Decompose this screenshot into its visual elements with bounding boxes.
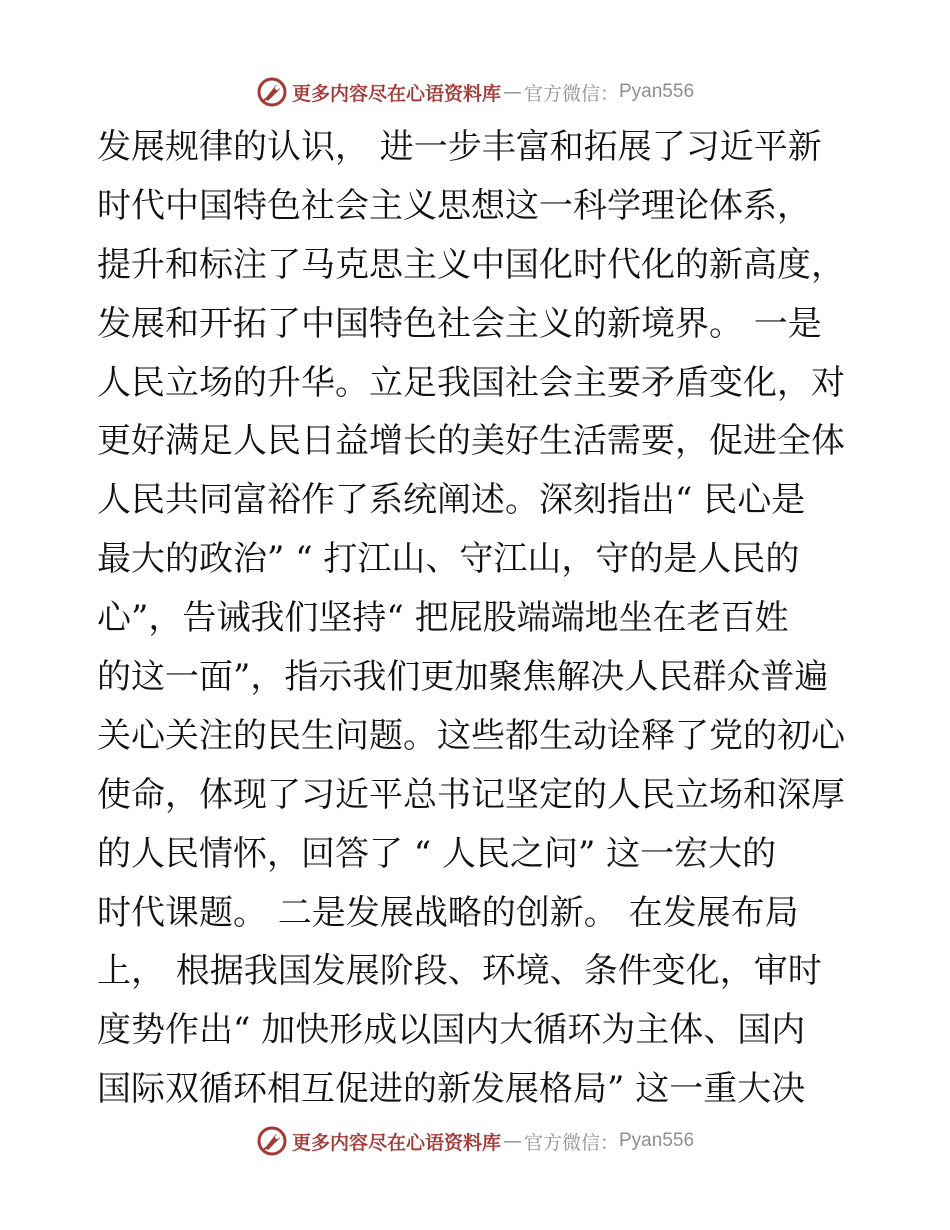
body-line: 的人民情怀，回答了 “ 人民之问” 这一宏大的	[97, 833, 777, 874]
header-banner-separator: —	[502, 81, 522, 103]
body-line: 关心关注的民生问题。这些都生动诠释了党的初心	[97, 715, 845, 756]
body-line: 度势作出“ 加快形成以国内大循环为主体、国内	[97, 1010, 806, 1051]
body-line: 的这一面”，指示我们更加聚焦解决人民群众普遍	[97, 657, 829, 698]
pen-nib-logo-icon	[256, 1125, 288, 1157]
body-line: 提升和标注了马克思主义中国化时代化的新高度，	[97, 244, 845, 285]
body-line: 使命，体现了习近平总书记坚定的人民立场和深厚	[97, 774, 845, 815]
body-line: 心”，告诫我们坚持“ 把屁股端端地坐在老百姓	[97, 598, 789, 639]
footer-banner-separator: —	[502, 1130, 522, 1152]
footer-banner-text: 更多内容尽在心语资料库	[291, 1131, 501, 1154]
footer-banner	[0, 1121, 950, 1161]
footer-wechat-id: Pyan556	[619, 1130, 695, 1151]
header-wechat-id: Pyan556	[619, 81, 695, 102]
footer-wechat-label: 官方微信：	[523, 1131, 619, 1154]
body-line: 更好满足人民日益增长的美好生活需要，促进全体	[97, 421, 845, 462]
body-line: 人民立场的升华。立足我国社会主要矛盾变化，对	[97, 362, 845, 403]
document-body	[97, 118, 857, 1119]
header-wechat-label: 官方微信：	[523, 82, 619, 105]
body-line: 最大的政治” “ 打江山、守江山，守的是人民的	[97, 539, 800, 580]
body-line: 发展和开拓了中国特色社会主义的新境界。 一是	[97, 303, 822, 344]
body-line: 人民共同富裕作了系统阐述。深刻指出“ 民心是	[97, 480, 806, 521]
body-line: 时代课题。 二是发展战略的创新。 在发展布局	[97, 892, 799, 933]
body-line: 上， 根据我国发展阶段、环境、条件变化，审时	[97, 951, 822, 992]
header-banner-text: 更多内容尽在心语资料库	[291, 82, 501, 105]
body-line: 国际双循环相互促进的新发展格局” 这一重大决	[97, 1069, 806, 1110]
body-line: 时代中国特色社会主义思想这一科学理论体系，	[97, 185, 811, 226]
body-line: 发展规律的认识， 进一步丰富和拓展了习近平新	[97, 127, 822, 167]
header-banner	[0, 72, 950, 112]
pen-nib-logo-icon	[256, 76, 288, 108]
